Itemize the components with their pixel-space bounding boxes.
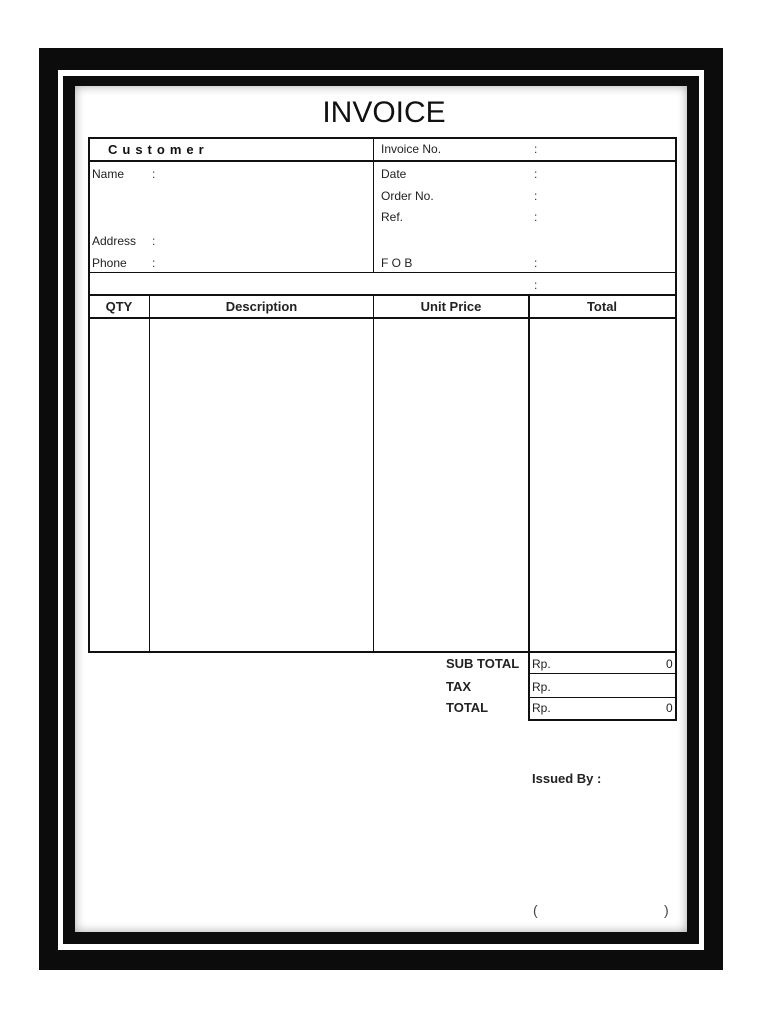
total-label: TOTAL (446, 700, 489, 715)
qty-header: QTY (105, 299, 133, 314)
address-colon: : (152, 234, 156, 248)
invoice-title: INVOICE (322, 96, 446, 129)
total-currency: Rp. (532, 701, 551, 715)
signature-paren-open: ( (533, 902, 538, 918)
name-label: Name (92, 167, 125, 181)
subtotal-currency: Rp. (532, 657, 551, 671)
date-colon: : (534, 167, 538, 181)
fob-label: F O B (381, 256, 413, 270)
fob-colon: : (534, 256, 538, 270)
invoice-no-label: Invoice No. (381, 142, 442, 156)
ref-label: Ref. (381, 210, 404, 224)
subtotal-value: 0 (666, 657, 673, 671)
tax-currency: Rp. (532, 680, 551, 694)
phone-label: Phone (92, 256, 127, 270)
order-no-colon: : (534, 189, 538, 203)
customer-header: Customer (108, 142, 209, 157)
order-no-label: Order No. (381, 189, 434, 203)
tax-label: TAX (446, 679, 472, 694)
ref-colon: : (534, 210, 538, 224)
name-colon: : (152, 167, 156, 181)
total-header: Total (586, 299, 618, 314)
description-header: Description (225, 299, 298, 314)
invoice-no-colon: : (534, 142, 538, 156)
extra-colon: : (534, 278, 538, 292)
unit-price-header: Unit Price (420, 299, 482, 314)
date-label: Date (381, 167, 407, 181)
phone-colon: : (152, 256, 156, 270)
subtotal-label: SUB TOTAL (446, 656, 520, 671)
signature-paren-close: ) (664, 902, 669, 918)
address-label: Address (92, 234, 137, 248)
issued-by-label: Issued By : (532, 771, 602, 786)
total-value: 0 (666, 701, 673, 715)
